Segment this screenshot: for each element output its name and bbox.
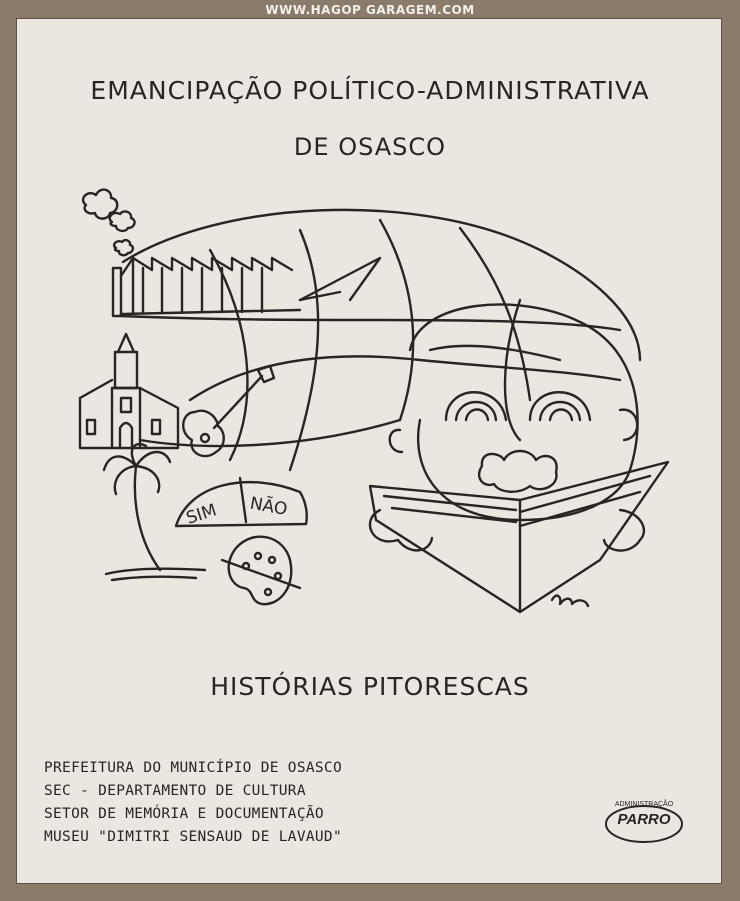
signature-mark	[552, 596, 588, 606]
title-line-1: EMANCIPAÇÃO POLÍTICO-ADMINISTRATIVA	[90, 76, 650, 105]
sign-sim-text: SIM	[183, 500, 220, 529]
credit-line: SETOR DE MEMÓRIA E DOCUMENTAÇÃO	[44, 806, 324, 822]
administration-seal	[604, 799, 684, 845]
subtitle: HISTÓRIAS PITORESCAS	[210, 672, 530, 701]
credit-line: SEC - DEPARTAMENTO DE CULTURA	[44, 783, 306, 799]
sign-nao-text: NÃO	[248, 493, 289, 520]
credits-block	[44, 757, 342, 849]
seal-name-text: PARRO	[617, 811, 671, 828]
smoke-icon	[83, 190, 134, 256]
credit-line: MUSEU "DIMITRI SENSAUD DE LAVAUD"	[44, 829, 342, 845]
open-book-icon	[370, 462, 668, 612]
watermark: WWW.HAGOP GARAGEM.COM	[265, 3, 475, 17]
title-line-2: DE OSASCO	[293, 133, 447, 161]
clown-face-icon	[390, 300, 638, 520]
banner-swoosh	[121, 210, 640, 470]
credit-line: PREFEITURA DO MUNICÍPIO DE OSASCO	[44, 760, 342, 776]
church-icon	[80, 334, 178, 448]
seal-top-text: ADMINISTRAÇÃO	[614, 801, 674, 808]
factory-icon	[113, 258, 300, 316]
palette-icon	[222, 537, 300, 604]
